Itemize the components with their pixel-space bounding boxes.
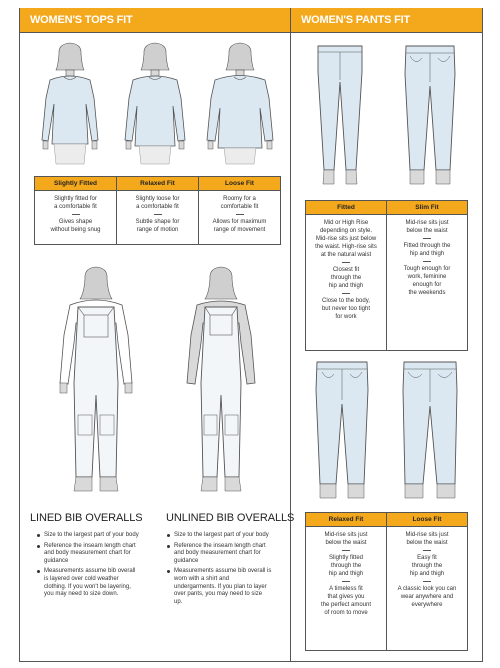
pants-cell: Mid-rise sits just below the waist Fitted through the hip and thigh Tough enough for work, feminine enough for the weekends (387, 215, 468, 351)
list-item: Measurements assume bib overall is layered over cold weather clothing. If you won't be layering, you may need to size down. (36, 568, 140, 598)
relaxed-fit-pants-figure (310, 358, 374, 503)
tops-col-header: Slightly Fitted (35, 177, 117, 191)
list-item: Size to the largest part of your body (166, 532, 272, 540)
fitted-pants-figure (310, 42, 370, 192)
pants-cell: Mid-rise sits just below the waist Easy fit through the hip and thigh A classic look you can wear anywhere and everywhere (387, 527, 468, 651)
list-item: Reference the inseam length chart and body measurement chart for guidance (166, 543, 272, 566)
pants-fit-table-bottom (305, 512, 468, 651)
loose-fit-pants-figure (398, 358, 462, 503)
pants-cell: Mid-rise sits just below the waist Slightly fitted through the hip and thigh A timeless fit that gives you the perfect amount of room to move (306, 527, 387, 651)
list-item: Reference the inseam length chart and body measurement chart for guidance (36, 543, 140, 566)
tops-fit-table (34, 176, 281, 245)
pants-col-header: Loose Fit (387, 513, 468, 527)
unlined-overalls-title: UNLINED BIB OVERALLS (166, 512, 295, 524)
list-item: Size to the largest part of your body (36, 532, 140, 540)
slim-fit-pants-figure (398, 42, 462, 192)
tops-cell: Slightly fitted for a comfortable fit Gives shape without being snug (35, 191, 117, 245)
pants-fit-header: WOMEN'S PANTS FIT (291, 8, 482, 33)
pants-col-header: Fitted (306, 201, 387, 215)
lined-overalls-notes (36, 532, 140, 602)
slightly-fitted-top-figure (28, 40, 112, 168)
tops-fit-header: WOMEN'S TOPS FIT (20, 8, 290, 33)
list-item: Measurements assume bib overall is worn with a shirt and undergarments. If you plan to layer over pants, you may need to size up. (166, 568, 272, 606)
lined-overalls-title: LINED BIB OVERALLS (30, 512, 143, 524)
loose-fit-top-figure (198, 40, 282, 168)
relaxed-fit-top-figure (113, 40, 197, 168)
tops-cell: Roomy for a comfortable fit Allows for maximum range of movement (199, 191, 281, 245)
pants-col-header: Slim Fit (387, 201, 468, 215)
tops-col-header: Loose Fit (199, 177, 281, 191)
pants-col-header: Relaxed Fit (306, 513, 387, 527)
tops-cell: Slightly loose for a comfortable fit Subtle shape for range of motion (117, 191, 199, 245)
pants-cell: Mid or High Rise depending on style. Mid-rise sits just below the waist. High-rise sits at the natural waist Closest fit through the hip and thigh Close to the body, but never too tight for work (306, 215, 387, 351)
tops-col-header: Relaxed Fit (117, 177, 199, 191)
lined-bib-overalls-figure (50, 265, 142, 495)
pants-fit-table-top (305, 200, 468, 351)
unlined-overalls-notes (166, 532, 272, 609)
column-divider (290, 8, 291, 662)
unlined-bib-overalls-figure (175, 265, 267, 495)
